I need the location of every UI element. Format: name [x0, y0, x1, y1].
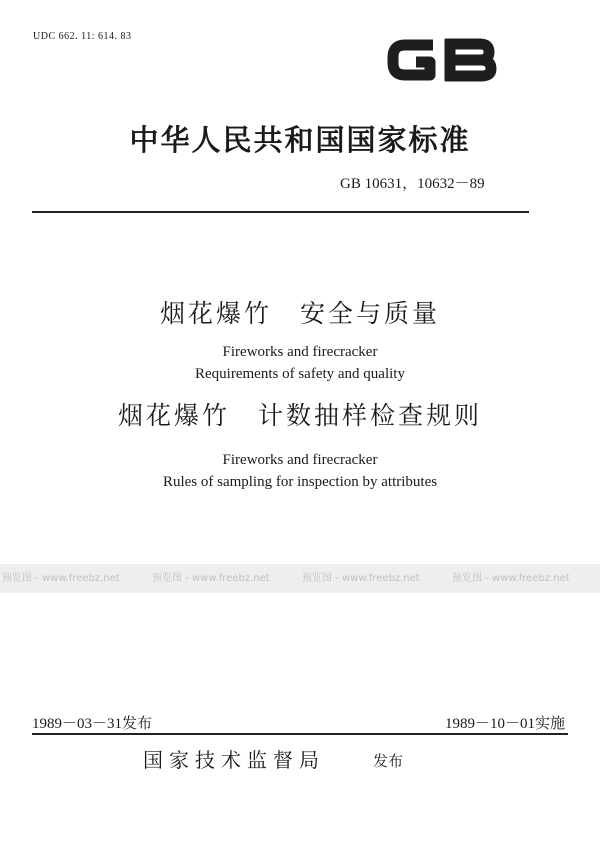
watermark-band — [0, 564, 600, 593]
watermark-text: 预览图 - www.freebz.net — [452, 573, 570, 584]
watermark-text: 预览图 - www.freebz.net — [302, 573, 420, 584]
title1-english-line2: Requirements of safety and quality — [195, 366, 405, 382]
issue-date: 1989－03－31发布 — [32, 716, 153, 732]
standard-category-title: 中华人民共和国国家标准 — [129, 123, 471, 157]
title2-english-line2: Rules of sampling for inspection by attributes — [162, 474, 438, 490]
standard-number: GB 10631，10632－89 — [340, 176, 485, 192]
footer-divider — [32, 733, 568, 735]
title1-english-line1: Fireworks and firecracker — [222, 344, 378, 360]
watermark-text: 预览图 - www.freebz.net — [152, 573, 270, 584]
header-divider — [32, 211, 529, 213]
title2-chinese: 烟花爆竹 计数抽样检查规则 — [117, 401, 482, 430]
issuing-authority-suffix: 发布 — [373, 752, 404, 770]
watermark-text: 预览图 - www.freebz.net — [2, 573, 120, 584]
effective-date: 1989－10－01实施 — [444, 716, 565, 732]
title1-chinese: 烟花爆竹 安全与质量 — [159, 299, 440, 328]
issuing-authority: 国家技术监督局 — [143, 748, 325, 772]
udc-code: UDC 662. 11: 614. 83 — [33, 31, 132, 42]
gb-logo-icon — [383, 33, 499, 87]
title2-english-line1: Fireworks and firecracker — [222, 452, 378, 468]
